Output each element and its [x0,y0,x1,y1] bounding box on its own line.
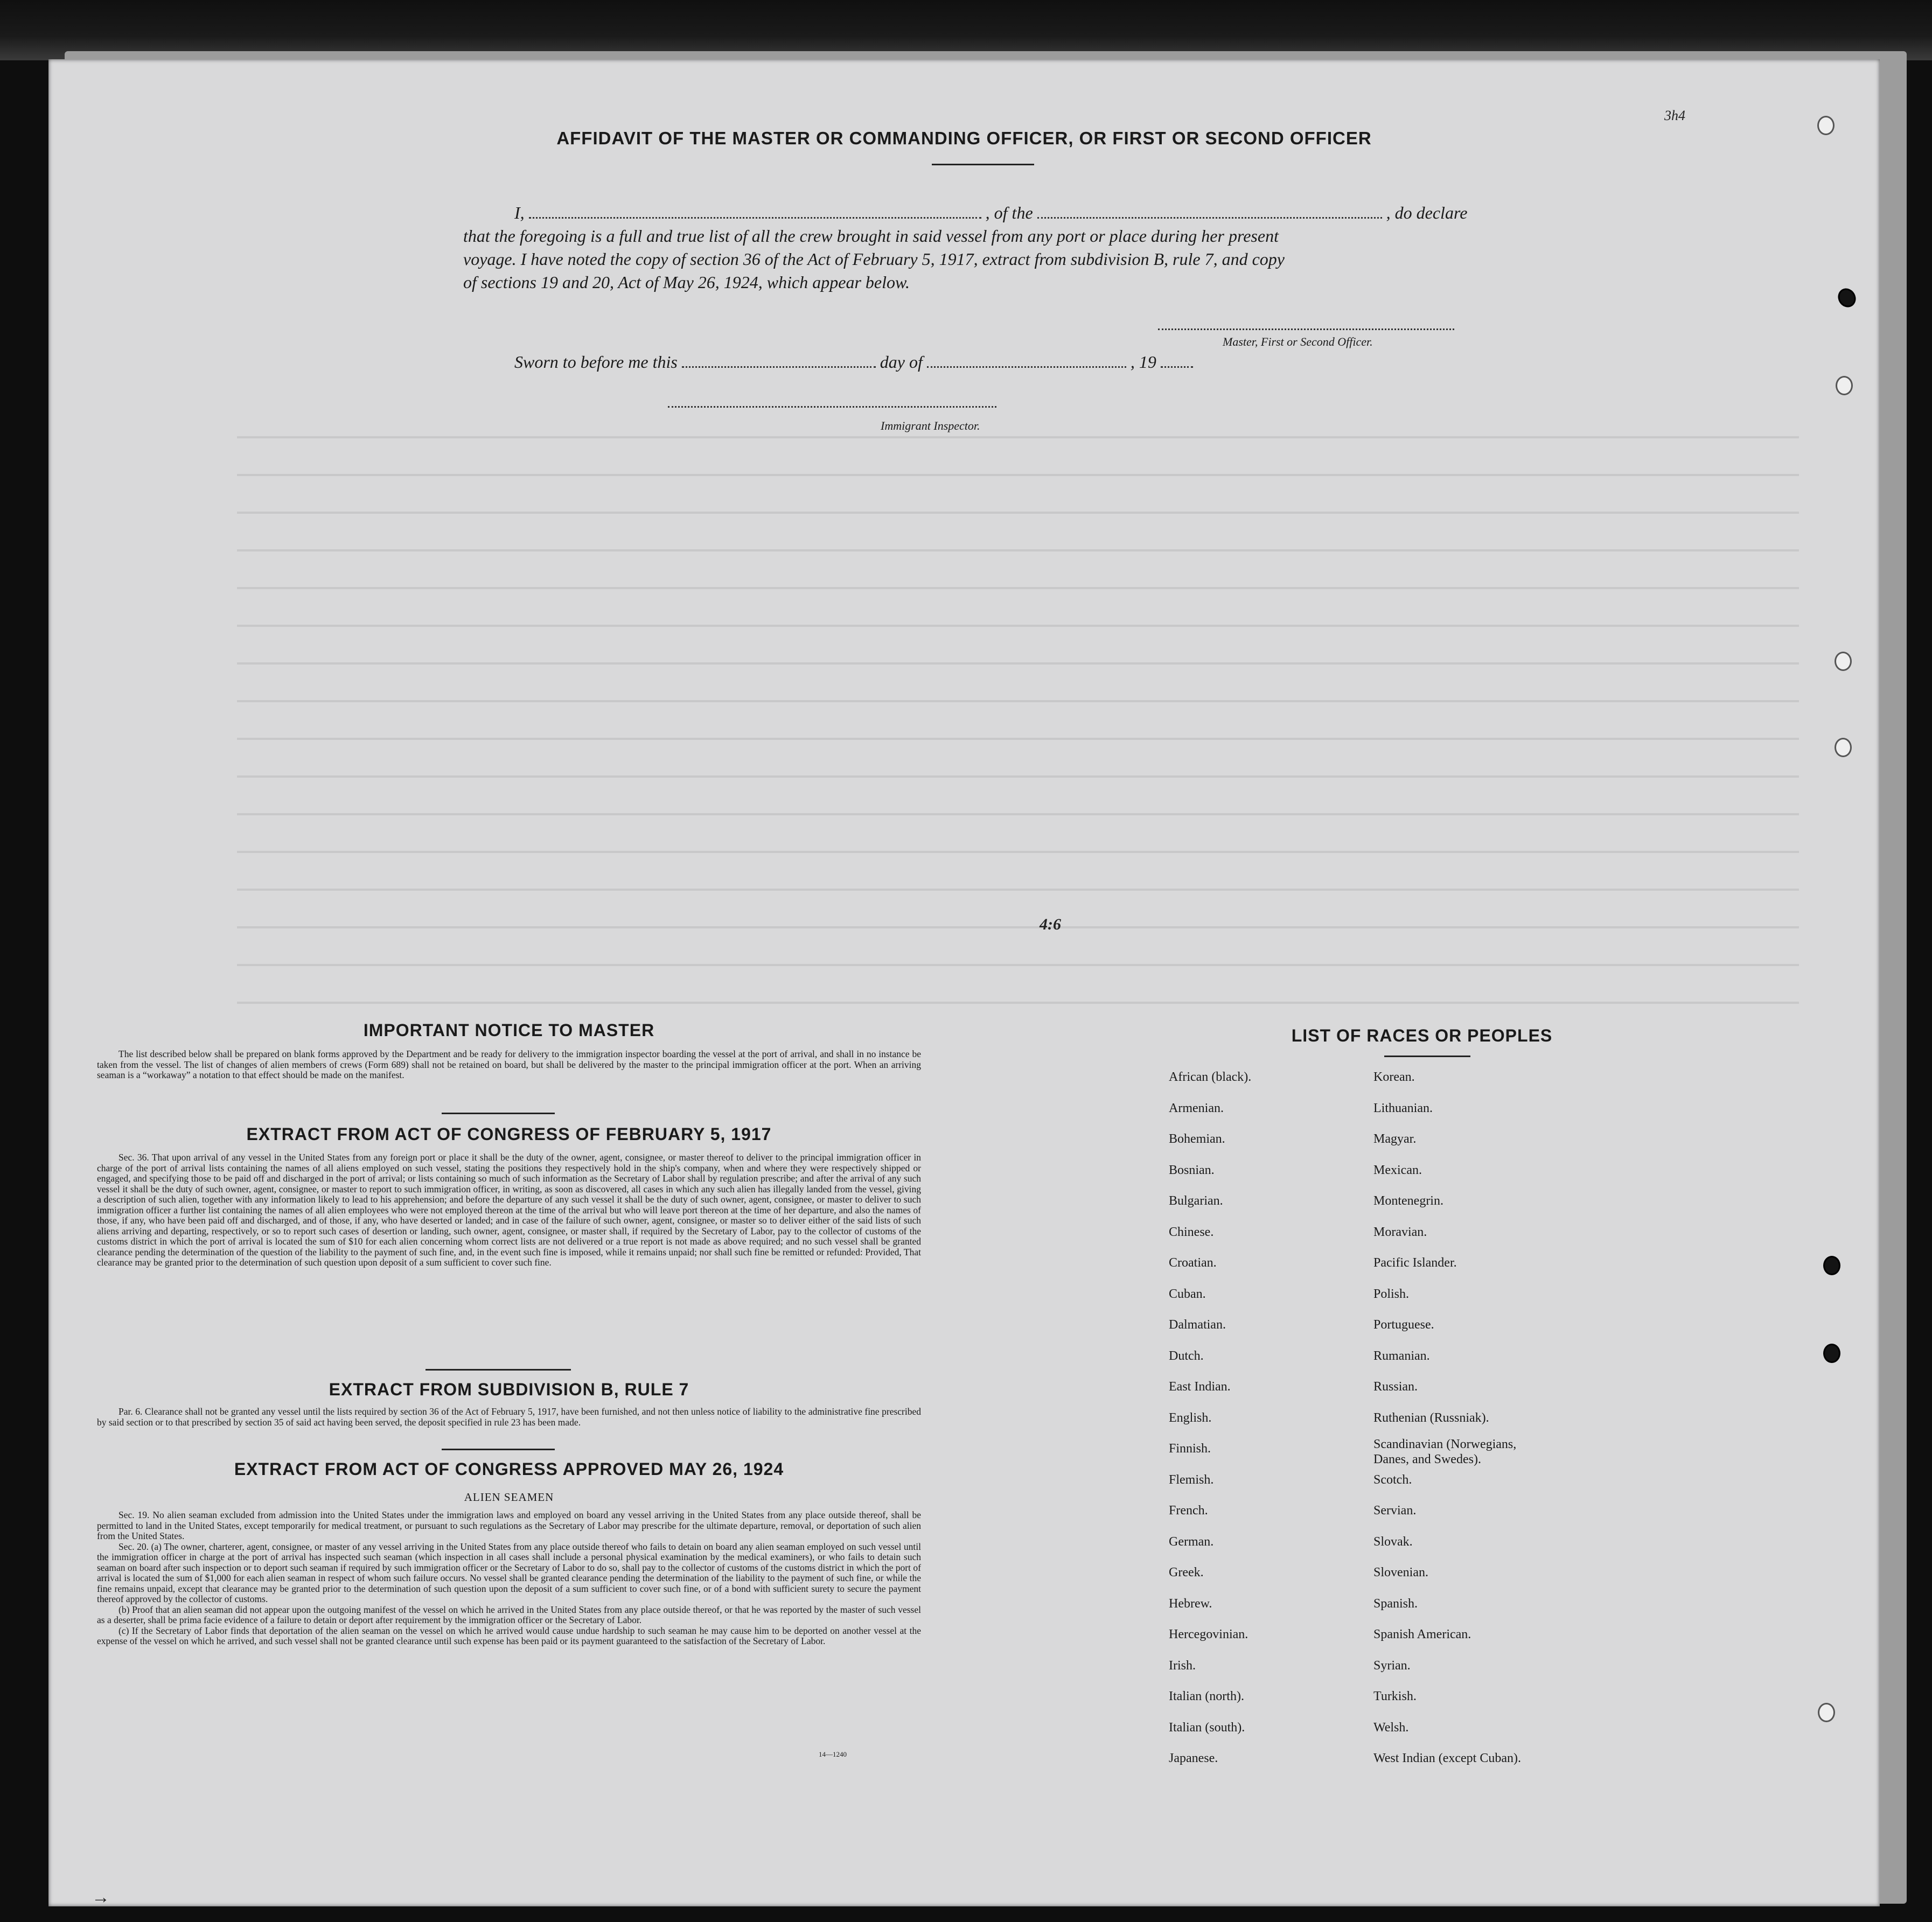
alien-seamen-subtitle: ALIEN SEAMEN [464,1491,554,1504]
inspector-signature-label: Immigrant Inspector. [881,419,980,432]
race-item: Irish. [1169,1658,1196,1673]
race-item: Finnish. [1169,1442,1211,1456]
race-item: Dutch. [1169,1348,1204,1363]
race-item: Servian. [1373,1504,1417,1518]
race-item: Japanese. [1169,1751,1218,1765]
sworn-line [514,351,1322,373]
races-column-1 [1169,1062,1251,1774]
race-item: Croatian. [1169,1256,1217,1270]
race-item: Russian. [1373,1380,1418,1394]
sworn-month-field[interactable] [927,355,1126,368]
notice-paragraph: The list described below shall be prepared on blank forms approved by the Department and be ready for delivery to the immigration inspector boarding the vessel at the port of arrival, and shall in no instance be taken from the vessel. The list of changes of alien members of crews (Form 689) shall not be retained on board, but shall be delivered by the master to the principal immigration officer at the port. When an arriving seaman is a “workaway” a notation to that effect should be made on the manifest. [97,1049,921,1080]
section-20b-paragraph: (b) Proof that an alien seaman did not appear upon the outgoing manifest of the vessel on which he arrived in the United States from any place outside thereof, or that he was reported by the master of such vessel as a deserter, shall be prima facie evidence of a failure to detain or deport after requirement by the immigration officer or the Secretary of Labor. [97,1604,921,1625]
race-item: Spanish. [1373,1596,1418,1611]
race-item: Rumanian. [1373,1348,1430,1363]
declaration-line-2: that the foregoing is a full and true list of all the crew brought in said vessel from any port or place during her present [463,226,1279,246]
race-item: Portuguese. [1373,1318,1434,1332]
rule-7-title: EXTRACT FROM SUBDIVISION B, RULE 7 [329,1380,689,1399]
race-item: Hercegovinian. [1169,1627,1249,1641]
race-item: African (black). [1169,1070,1252,1084]
bleed-through-line [237,964,1799,966]
race-item: French. [1169,1504,1208,1518]
sworn-label: Sworn to before me this [514,352,678,372]
race-item: Turkish. [1373,1689,1417,1703]
bleed-through-line [237,738,1799,740]
divider-rule [442,1449,555,1450]
rule-7-text [97,1407,921,1428]
race-item: Syrian. [1373,1658,1411,1673]
race-item: Slovenian. [1373,1565,1428,1579]
punch-hole [1835,652,1852,671]
section-36-paragraph: Sec. 36. That upon arrival of any vessel in the United States from any foreign port or place it shall be the duty of the owner, agent, consignee, or master thereof to deliver to the principal immigration officer in charge of the port of arrival lists containing the names of all aliens employed on such vessel, stating the positions they respectively hold in the ship's company, when and where they were respectively shipped or engaged, and specifying those to be paid off and discharged in the port of arrival; or lists containing so much of such information as the Secretary of Labor shall by regulation prescribe; and after the arrival of any such vessel it shall be the duty of such owner, agent, consignee, or master to report to such immigration officer, in writing, as soon as discovered, all cases in which any such alien has illegally landed from the vessel, giving a description of such alien, together with any information likely to lead to his apprehension; and before the departure of any such vessel it shall be the duty of such owner, agent, consignee, or master to deliver to such immigration officer a further list containing the names of all alien employees who were not employed thereon at the time of the arrival but who will leave port thereon at the time of her departure, and also the names of those, if any, who have been paid off and discharged, and of those, if any, who have deserted or landed; and in case of the failure of such owner, agent, consignee, or master so to deliver either of the said lists of such aliens arriving and departing, respectively, or so to report such cases of desertion or landing, such owner, agent, consignee, or master shall, if required by the Secretary of Labor, pay to the collector of customs of the customs district in which the port of arrival is located the sum of $10 for each alien concerning whom correct lists are not delivered or a true report is not made as above required; and no such vessel shall be granted clearance pending the determination of the question of the liability to the payment of such fine, and, in the event such fine is imposed, while it remains unpaid; nor shall such fine be remitted or refunded: Provided, That clearance may be granted prior to the determination of such question upon deposit of a sum sufficient to cover such fine. [97,1152,921,1268]
extract-1924-title: EXTRACT FROM ACT OF CONGRESS APPROVED MAY 26, 1924 [234,1459,784,1479]
bleed-through-line [237,436,1799,438]
handwritten-center-mark: 4:6 [1040,915,1061,933]
bleed-through-line [237,662,1799,665]
divider-rule [442,1113,555,1114]
bleed-through-line [237,700,1799,702]
race-item: Greek. [1169,1565,1204,1579]
paragraph-6: Par. 6. Clearance shall not be granted any vessel until the lists required by section 36 of the Act of February 5, 1917, have been furnished, and not then unless notice of liability to the administrative fine prescribed by said section or to that prescribed by section 35 of said act having been served, the deposit specified in rule 23 has been made. [97,1406,921,1428]
year-label: , 19 [1130,352,1156,372]
bleed-through-line [237,775,1799,778]
declaration-line-1 [463,202,1551,223]
punch-hole [1823,1256,1840,1275]
section-19-paragraph: Sec. 19. No alien seaman excluded from admission into the United States under the immigration laws and employed on board any vessel arriving in the United States from any place outside thereof, shall be permitted to land in the United States, except temporarily for medical treatment, or pursuant to such regulations as the Secretary of Labor may prescribe for the ultimate departure, removal, or deportation of such alien from the United States. [97,1509,921,1541]
race-item: Lithuanian. [1373,1101,1433,1115]
punch-hole [1836,376,1853,395]
race-item: Scandinavian (Norwegians, Danes, and Swedes). [1373,1437,1517,1466]
race-item: Hebrew. [1169,1596,1212,1611]
day-of-label: day of [880,352,923,372]
affidavit-title: AFFIDAVIT OF THE MASTER OR COMMANDING OFFICER, OR FIRST OR SECOND OFFICER [556,128,1372,148]
race-item: Italian (north). [1169,1689,1244,1703]
race-item: Korean. [1373,1070,1415,1084]
race-item: Pacific Islander. [1373,1256,1457,1270]
bleed-through-line [237,851,1799,853]
declarant-name-field[interactable] [529,206,981,219]
notice-title: IMPORTANT NOTICE TO MASTER [363,1021,655,1040]
race-item: Bosnian. [1169,1163,1215,1177]
race-item: Ruthenian (Russniak). [1373,1410,1489,1425]
race-item: Chinese. [1169,1225,1214,1239]
bleed-through-line [237,926,1799,928]
declarant-prefix: I, [514,203,525,222]
race-item: East Indian. [1169,1380,1231,1394]
inspector-signature-field[interactable] [668,406,996,408]
master-signature-field[interactable] [1158,329,1454,330]
races-title-rule [1384,1056,1470,1057]
title-rule [932,164,1034,165]
punch-hole [1823,1344,1840,1363]
race-item: Flemish. [1169,1472,1214,1487]
race-item: Cuban. [1169,1287,1206,1301]
bleed-through-line [237,625,1799,627]
extract-1917-text [97,1152,921,1268]
race-item: Dalmatian. [1169,1318,1226,1332]
declaration-line-3: voyage. I have noted the copy of section 36 of the Act of February 5, 1917, extract from subdivision B, rule 7, and copy [463,249,1285,269]
bleed-through-line [237,549,1799,551]
bleed-through-line [237,889,1799,891]
races-title: LIST OF RACES OR PEOPLES [1291,1026,1553,1045]
punch-hole [1818,1703,1835,1722]
handwritten-page-number: 3h4 [1664,108,1685,123]
section-20a-paragraph: Sec. 20. (a) The owner, charterer, agent, consignee, or master of any vessel arriving in the United States from any place outside thereof who fails to detain on board any alien seaman employed on such vessel until the immigration officer in charge at the port of arrival has inspected such seaman (which inspection in all cases shall include a personal physical examination by the medical examiners), or who fails to detain such seaman on board after such inspection or to deport such seaman if required by such immigration officer or the Secretary of Labor to do so, shall pay to the collector of customs of the customs district in which the port of arrival is located the sum of $1,000 for each alien seaman in respect of whom such failure occurs. No vessel shall be granted clearance pending the determination of the liability to the payment of such fine, or while the fine remains unpaid, except that clearance may be granted prior to the determination of such question upon the deposit of a sum sufficient to cover such fine, or of a bond with sufficient surety to secure the payment thereof approved by the collector of customs. [97,1541,921,1604]
race-item: German. [1169,1534,1214,1549]
declaration-line-4: of sections 19 and 20, Act of May 26, 1924, which appear below. [463,272,910,292]
master-signature-label: Master, First or Second Officer. [1223,335,1373,348]
extract-1917-title: EXTRACT FROM ACT OF CONGRESS OF FEBRUARY 5, 1917 [246,1124,772,1144]
race-item: Montenegrin. [1373,1194,1443,1208]
punch-hole [1817,116,1835,135]
race-item: Scotch. [1373,1472,1412,1487]
bleed-through-line [237,1002,1799,1004]
vessel-name-field[interactable] [1037,206,1382,219]
of-the-label: , of the [985,203,1033,222]
race-item: West Indian (except Cuban). [1373,1751,1521,1765]
race-item: Mexican. [1373,1163,1422,1177]
corner-mark: → [92,1888,110,1907]
race-item: Spanish American. [1373,1627,1471,1641]
notice-text [97,1049,921,1081]
bleed-through-line [237,813,1799,815]
race-item: Welsh. [1373,1720,1409,1735]
race-item: Armenian. [1169,1101,1224,1115]
race-item: Italian (south). [1169,1720,1245,1735]
bleed-through-line [237,474,1799,476]
race-item: Bulgarian. [1169,1194,1223,1208]
race-item: Moravian. [1373,1225,1427,1239]
races-column-2 [1373,1062,1551,1774]
sworn-day-field[interactable] [682,355,876,368]
race-item: Slovak. [1373,1534,1413,1549]
race-item: Magyar. [1373,1132,1417,1146]
form-number: 14—1240 [819,1750,847,1758]
do-declare-label: , do declare [1386,203,1468,222]
race-item: Polish. [1373,1287,1410,1301]
bleed-through-line [237,512,1799,514]
section-20c-paragraph: (c) If the Secretary of Labor finds that deportation of the alien seaman on the vessel on which he arrived would cause undue hardship to such seaman he may cause him to be deported on another vessel at the expense of the vessel on which he arrived, and such vessel shall not be granted clearance until such expense has been paid or its payment guaranteed to the satisfaction of the Secretary of Labor. [97,1625,921,1646]
race-item: Bohemian. [1169,1132,1225,1146]
punch-hole [1835,738,1852,757]
bleed-through-line [237,587,1799,589]
sworn-year-field[interactable] [1161,355,1193,368]
extract-1924-text [97,1510,921,1647]
divider-rule [426,1369,571,1371]
race-item: English. [1169,1410,1212,1425]
document-page [48,59,1880,1906]
